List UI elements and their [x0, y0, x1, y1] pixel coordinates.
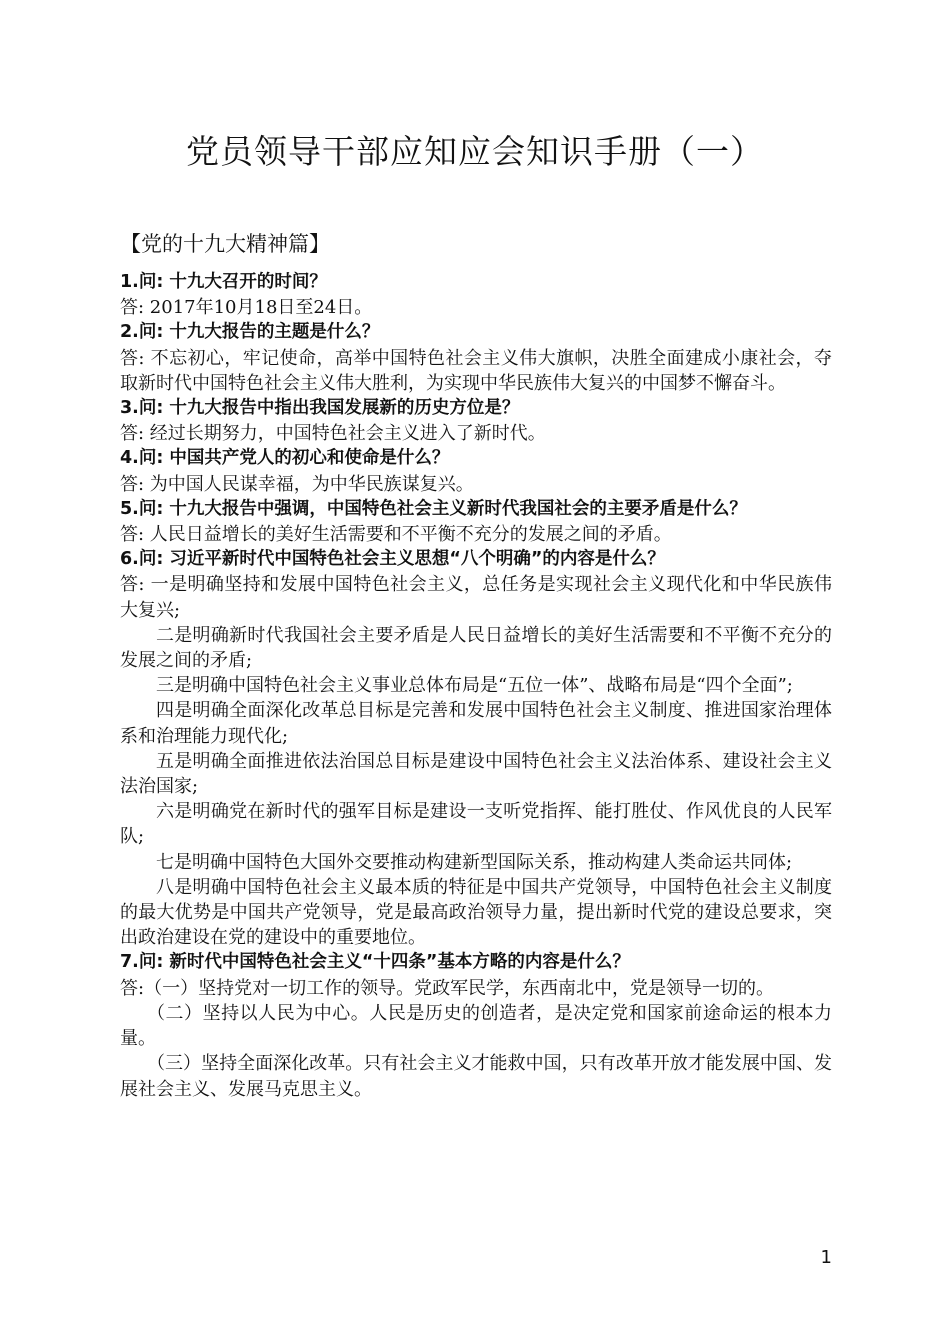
question-7: 7.问: 新时代中国特色社会主义“十四条”基本方略的内容是什么？ [120, 952, 630, 973]
answer-6-first: 答: 一是明确坚持和发展中国特色社会主义，总任务是实现社会主义现代化和中华民族伟大复兴; [120, 574, 832, 621]
answer-7-item-2: （二）坚持以人民为中心。人民是历史的创造者，是决定党和国家前途命运的根本力量。 [120, 1002, 832, 1050]
answer-4: 答: 为中国人民谋幸福，为中华民族谋复兴。 [120, 473, 474, 495]
answer-2: 答: 不忘初心，牢记使命，高举中国特色社会主义伟大旗帜，决胜全面建成小康社会，夺取新时代中国特色社会主义伟大胜利，为实现中华民族伟大复兴的中国梦不懈奋斗。 [120, 347, 832, 394]
answer-3: 答: 经过长期努力，中国特色社会主义进入了新时代。 [120, 423, 546, 445]
page-number: 1 [820, 1247, 832, 1268]
question-4: 4.问: 中国共产党人的初心和使命是什么？ [120, 448, 450, 469]
answer-7-item-3: （三）坚持全面深化改革。只有社会主义才能救中国，只有改革开放才能发展中国、发展社会主义、发展马克思主义。 [120, 1053, 832, 1100]
answer-6-item-5: 五是明确全面推进依法治国总目标是建设中国特色社会主义法治体系、建设社会主义法治国家; [120, 750, 832, 798]
answer-7-first: 答:（一）坚持党对一切工作的领导。党政军民学，东西南北中，党是领导一切的。 [120, 977, 775, 999]
document-title: 党员领导干部应知应会知识手册（一） [186, 132, 764, 171]
answer-6-item-6: 六是明确党在新时代的强军目标是建设一支听党指挥、能打胜仗、作风优良的人民军队; [120, 801, 832, 848]
answer-5: 答: 人民日益增长的美好生活需要和不平衡不充分的发展之间的矛盾。 [120, 524, 672, 546]
question-6: 6.问: 习近平新时代中国特色社会主义思想“八个明确”的内容是什么？ [120, 549, 665, 570]
question-3: 3.问: 十九大报告中指出我国发展新的历史方位是？ [120, 398, 520, 419]
answer-6-item-8: 八是明确中国特色社会主义最本质的特征是中国共产党领导，中国特色社会主义制度的最大优势是中国共产党领导，党是最高政治领导力量，提出新时代党的建设总要求，突出政治建设在党的建设中的重要地位。 [120, 876, 832, 949]
question-5: 5.问: 十九大报告中强调，中国特色社会主义新时代我国社会的主要矛盾是什么？ [120, 498, 747, 519]
section-heading: 【党的十九大精神篇】 [120, 232, 330, 256]
document-body [120, 270, 832, 1102]
answer-6-item-3: 三是明确中国特色社会主义事业总体布局是“五位一体”、战略布局是“四个全面”; [156, 675, 793, 697]
answer-1: 答: 2017年10月18日至24日。 [120, 297, 373, 319]
question-2: 2.问: 十九大报告的主题是什么？ [120, 322, 380, 343]
answer-6-item-2: 二是明确新时代我国社会主要矛盾是人民日益增长的美好生活需要和不平衡不充分的发展之间的矛盾; [120, 624, 832, 672]
question-1: 1.问: 十九大召开的时间？ [120, 272, 327, 292]
answer-6-item-7: 七是明确中国特色大国外交要推动构建新型国际关系，推动构建人类命运共同体; [156, 851, 793, 873]
answer-6-item-4: 四是明确全面深化改革总目标是完善和发展中国特色社会主义制度、推进国家治理体系和治理能力现代化; [120, 700, 832, 747]
